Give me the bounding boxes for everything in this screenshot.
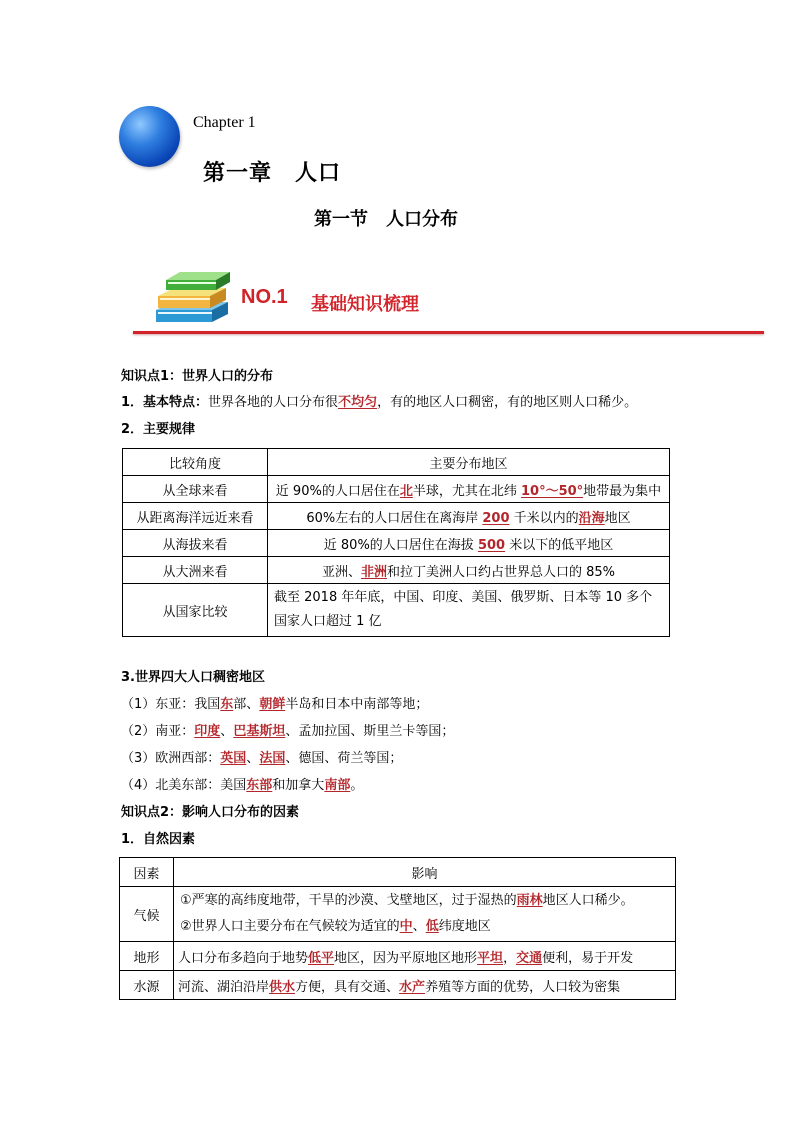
- text-run: 千米以内的: [509, 510, 579, 526]
- table-cell-region: [268, 503, 670, 530]
- text-run: （4）北美东部：美国: [121, 778, 247, 793]
- table-row: [120, 971, 676, 1000]
- table-header-cell: 因素: [120, 858, 174, 887]
- banner-number: NO.1: [241, 286, 288, 308]
- highlight-term: 东部: [246, 778, 273, 793]
- text-line: 国家人口超过 1 亿: [274, 614, 382, 629]
- table-cell-angle: 从海拔来看: [123, 530, 268, 557]
- chapter-title: 第一章 人口: [203, 161, 342, 186]
- text-run: 半岛和日本中南部等地；: [285, 697, 429, 712]
- list-item: [121, 697, 428, 713]
- table-row: [123, 476, 670, 503]
- section-divider: [133, 331, 764, 334]
- text-run: 60%左右的人口居住在离海岸: [306, 510, 483, 526]
- text-run: 半球，尤其在北纬: [412, 483, 521, 499]
- table-row: [123, 584, 670, 637]
- table-row: [120, 887, 676, 942]
- text-line: 截至 2018 年年底，中国、印度、美国、俄罗斯、日本等 10 多个: [274, 590, 653, 605]
- globe-logo: [119, 106, 180, 167]
- highlight-term: 10°～50°: [520, 483, 584, 499]
- table-row: [123, 530, 670, 557]
- highlight-term: 低: [425, 919, 439, 934]
- text-run: 亚洲、: [321, 564, 361, 580]
- text-run: （3）欧洲西部：: [121, 751, 221, 766]
- basic-feature-paragraph: [121, 395, 637, 411]
- text-run: 和拉丁美洲人口约占世界总人口的 85%: [387, 564, 616, 580]
- natural-factors-heading: 1．自然因素: [121, 832, 196, 847]
- highlight-term: 英国: [220, 751, 247, 766]
- text-run: 地区人口稀少。: [542, 893, 634, 908]
- text-run: 养殖等方面的优势，人口较为密集: [425, 979, 621, 995]
- main-rules-heading: 2．主要规律: [121, 422, 196, 437]
- table-cell-factor: 气候: [120, 887, 174, 942]
- table-row: [120, 942, 676, 971]
- list-item: [121, 751, 402, 767]
- text-run: 地带最为集中: [583, 483, 662, 499]
- factors-table: [119, 857, 676, 1000]
- chapter-label-en: Chapter 1: [193, 114, 256, 131]
- text-run: 便利，易于开发: [542, 950, 634, 966]
- table-cell-factor: 水源: [120, 971, 174, 1000]
- text-run: 地区，因为平原地区地形: [334, 950, 478, 966]
- highlight-term: 北: [399, 483, 413, 499]
- table-cell-effect: [174, 942, 676, 971]
- text-run: 近 80%的人口居住在海拔: [323, 537, 478, 553]
- text-run: 纬度地区: [438, 919, 491, 934]
- basic-feature-label: 1．基本特点：: [121, 395, 209, 410]
- table-cell-angle: 从国家比较: [123, 584, 268, 637]
- text-run: 部、: [233, 697, 260, 712]
- text-run: （1）东亚：我国: [121, 697, 221, 712]
- text-run: 、: [220, 724, 234, 739]
- table-header-row: [123, 449, 670, 476]
- banner-title: 基础知识梳理: [311, 294, 419, 315]
- knowledge-point-2-title: 知识点2：影响人口分布的因素: [121, 805, 300, 820]
- text-run: 、: [412, 919, 426, 934]
- highlight-term: 印度: [194, 724, 221, 739]
- highlight-term: 巴基斯坦: [233, 724, 286, 739]
- text-run: 、: [246, 751, 260, 766]
- section-title: 第一节 人口分布: [314, 209, 458, 230]
- list-item: [121, 778, 363, 794]
- highlight-term: 东: [220, 697, 234, 712]
- books-icon: [152, 262, 234, 324]
- distribution-table: [122, 448, 670, 637]
- text-line: [180, 888, 669, 914]
- text-run: ②世界人口主要分布在气候较为适宜的: [180, 919, 400, 934]
- table-cell-factor: 地形: [120, 942, 174, 971]
- text-run: 河流、湖泊沿岸: [178, 979, 270, 995]
- text-run: ①严寒的高纬度地带，干旱的沙漠、戈壁地区，过于湿热的: [180, 893, 517, 908]
- text-run: 人口分布多趋向于地势: [178, 950, 309, 966]
- dense-regions-heading: 3.世界四大人口稠密地区: [121, 670, 265, 685]
- highlight-term: 朝鲜: [259, 697, 286, 712]
- table-cell-effect: [174, 971, 676, 1000]
- highlight-term: 平坦: [477, 950, 504, 966]
- highlight-term: 沿海: [578, 510, 605, 526]
- table-cell-angle: 从大洲来看: [123, 557, 268, 584]
- highlight-term: 200: [482, 510, 510, 526]
- table-cell-region: [268, 476, 670, 503]
- table-row: [123, 503, 670, 530]
- highlight-term: 雨林: [516, 893, 543, 908]
- text-run: 。: [350, 778, 364, 793]
- table-cell-angle: 从全球来看: [123, 476, 268, 503]
- highlight-term: 交通: [516, 950, 543, 966]
- table-header-cell: 比较角度: [123, 449, 268, 476]
- text-run: ，: [503, 950, 517, 966]
- table-header-cell: 影响: [174, 858, 676, 887]
- table-cell-angle: 从距离海洋远近来看: [123, 503, 268, 530]
- highlight-term: 不均匀: [338, 395, 378, 410]
- text-run: 和加拿大: [272, 778, 325, 793]
- table-header-row: [120, 858, 676, 887]
- highlight-term: 低平: [308, 950, 335, 966]
- table-cell-region: [268, 530, 670, 557]
- highlight-term: 供水: [269, 979, 296, 995]
- highlight-term: 水产: [399, 979, 426, 995]
- text-run: 、德国、荷兰等国；: [285, 751, 403, 766]
- text-run: 、孟加拉国、斯里兰卡等国；: [285, 724, 455, 739]
- text-run: 米以下的低平地区: [505, 537, 614, 553]
- text-run: ，有的地区人口稠密，有的地区则人口稀少。: [377, 395, 638, 410]
- table-header-cell: 主要分布地区: [268, 449, 670, 476]
- text-run: 方便，具有交通、: [295, 979, 400, 995]
- table-cell-region: [268, 584, 670, 637]
- table-row: [123, 557, 670, 584]
- knowledge-point-1-title: 知识点1：世界人口的分布: [121, 369, 274, 384]
- highlight-term: 南部: [324, 778, 351, 793]
- table-cell-region: [268, 557, 670, 584]
- text-run: 近 90%的人口居住在: [275, 483, 400, 499]
- list-item: [121, 724, 454, 740]
- highlight-term: 非洲: [360, 564, 387, 580]
- highlight-term: 法国: [259, 751, 286, 766]
- text-run: 世界各地的人口分布很: [208, 395, 339, 410]
- text-run: 地区: [604, 510, 631, 526]
- table-cell-effect: [174, 887, 676, 942]
- highlight-term: 500: [477, 537, 506, 553]
- text-run: （2）南亚：: [121, 724, 195, 739]
- highlight-term: 中: [399, 919, 413, 934]
- text-line: [180, 914, 669, 940]
